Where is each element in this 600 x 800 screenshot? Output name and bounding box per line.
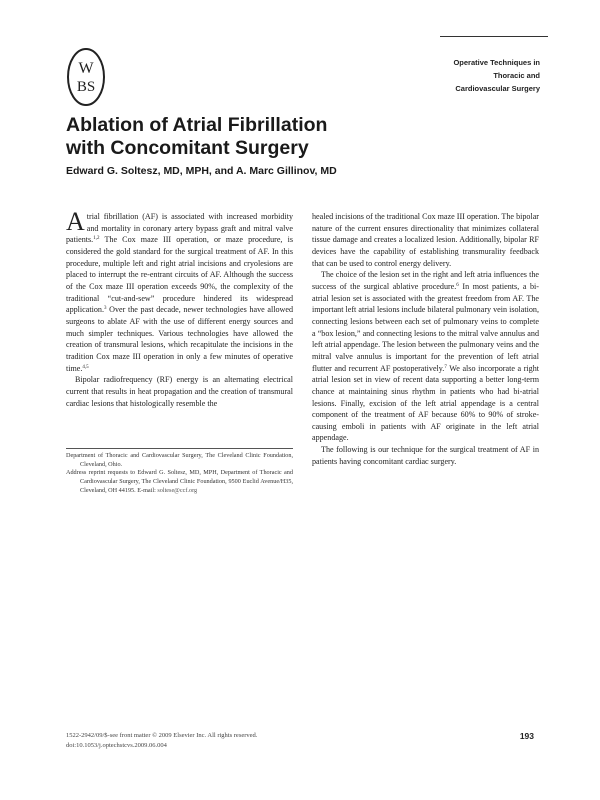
copyright-line: 1522-2942/09/$-see front matter © 2009 Elsevier Inc. All rights reserved. xyxy=(66,732,258,739)
paragraph-4: The choice of the lesion set in the right and left atria influences the success of the surgical ablative procedure.$^6$ In most patients, a bi-atrial lesion set is associated with the greatest freedom from AF. The important left atrial lesions include bilateral pulmonary vein isolation, connecting lesions between each set of pulmonary veins to complete a “box lesion,” and connecting lesions to the mitral valve annulus and left atrial appendage. The lesion between the pulmonary veins and the mitral valve annulus is important for the prevention of left atrial flutter and recurrent AF postoperatively.$^7$ We also incorporate a right atrial lesion set in view of recent data supporting a better long-term chance at maintaining sinus rhythm in patients who had bi-atrial lesions. Finally, excision of the left atrial appendage is a central component of the treatment of AF because 60% to 90% of stroke-causing emboli in patients with AF originate in the left atrial appendage. xyxy=(312,270,539,443)
right-column xyxy=(312,211,539,467)
citation: 3 xyxy=(103,306,107,312)
paragraph-5: The following is our technique for the surgical treatment of AF in patients having concomitant cardiac surgery. xyxy=(312,445,539,466)
paragraph-3: healed incisions of the traditional Cox maze III operation. The bipolar nature of the current ensures directionality that minimizes collateral tissue damage and creates a localized lesion. Additionally, bipolar RF devices have the capability of establishing transmurality feedback that can be used to control energy delivery. xyxy=(312,212,539,268)
footnotes xyxy=(66,448,293,496)
doi-line: doi:10.1053/j.optechstcvs.2009.06.004 xyxy=(66,741,167,749)
paragraph-1: Atrial fibrillation (AF) is associated with increased morbidity and mortality in coronary artery bypass graft and mitral valve patients.$^{1,2}$ The Cox maze III operation, or maze procedure, is considered the gold standard for the surgical treatment of AF. In this procedure, multiple left and right atrial incisions and cryolesions are placed to interrupt the re-entrant circuits of AF. Although the success of the Cox maze III operation exceeds 90%, the complexity of the traditional “cut-and-sew” procedure hindered its widespread application.$^3$ Over the past decade, newer technologies have allowed surgeons to ablate AF with the use of different energy sources and much simpler techniques. Various technologies have allowed the creation of transmural lesions, which recapitulate the incisions in the tradition Cox maze III operation in only a few minutes of operative time.$^{4,5}$ xyxy=(66,207,293,373)
authors: Edward G. Soltesz, MD, MPH, and A. Marc Gillinov, MD xyxy=(66,165,337,177)
citation: 7 xyxy=(444,364,447,370)
email-link[interactable]: soltese@ccf.org xyxy=(157,486,198,494)
page-footer xyxy=(66,731,346,750)
citation: 1,2 xyxy=(93,236,100,242)
left-column xyxy=(66,207,293,409)
drop-cap: A xyxy=(66,207,85,236)
journal-line-3: Cardiovascular Surgery xyxy=(455,84,540,93)
footnote-affiliation: Department of Thoracic and Cardiovascular Surgery, The Cleveland Clinic Foundation, Cleveland, Ohio. xyxy=(66,452,293,468)
header-rule xyxy=(440,36,548,37)
title-line-2: with Concomitant Surgery xyxy=(66,137,309,159)
svg-text:W: W xyxy=(78,60,94,77)
citation: 6 xyxy=(456,282,459,288)
title-line-1: Ablation of Atrial Fibrillation xyxy=(66,114,328,136)
footnote-address: Address reprint requests to Edward G. Soltesz, MD, MPH, Department of Thoracic and Cardiovascular Surgery, The Cleveland Clinic Foundation, 9500 Euclid Avenue/H35, Cleveland, OH 44195. E-mail: soltese@ccf.org xyxy=(66,469,293,494)
article-title xyxy=(66,114,486,160)
journal-line-1: Operative Techniques in xyxy=(453,58,540,67)
journal-line-2: Thoracic and xyxy=(493,71,540,80)
paragraph-2: Bipolar radiofrequency (RF) energy is an alternating electrical current that results in heat propagation and the creation of transmural cardiac lesions that histologically resemble the xyxy=(66,375,293,408)
wbs-logo xyxy=(66,47,106,107)
citation: 4,5 xyxy=(82,364,89,370)
svg-text:BS: BS xyxy=(76,79,96,95)
page-number: 193 xyxy=(519,731,534,741)
